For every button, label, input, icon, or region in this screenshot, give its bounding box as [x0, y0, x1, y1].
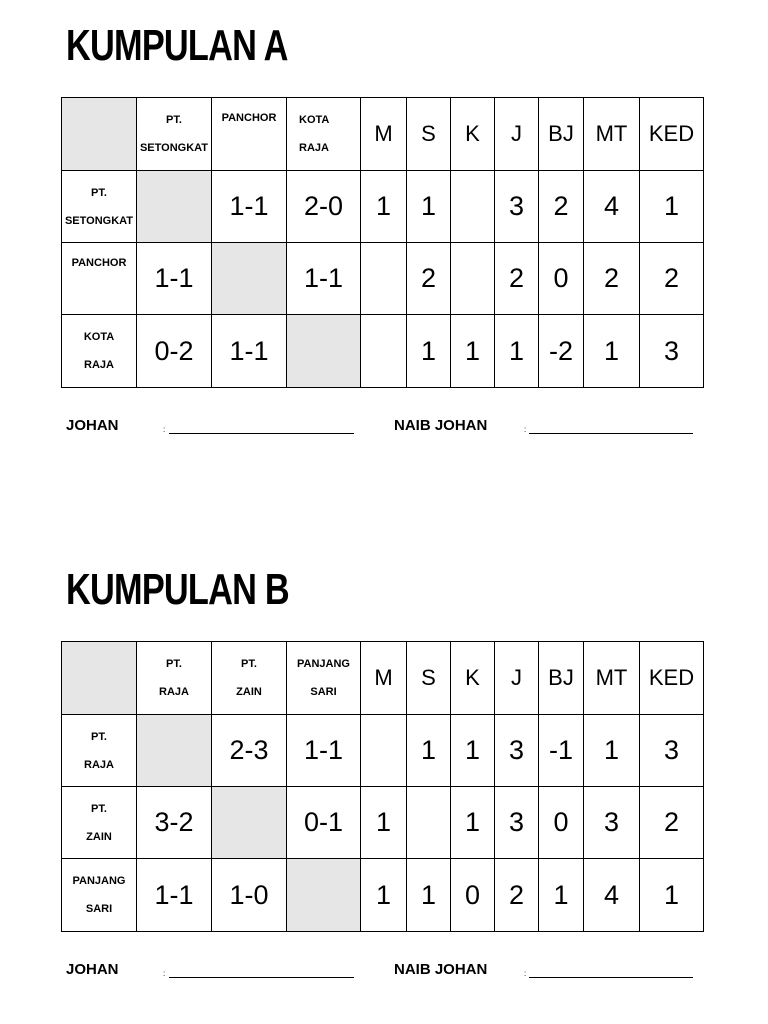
stat-cell: 1	[407, 315, 451, 388]
stat-cell: 4	[584, 859, 640, 932]
stat-cell: 1	[451, 315, 495, 388]
header-stat: MT	[584, 642, 640, 715]
score-cell	[287, 315, 361, 388]
row-team: PT. SETONGKAT	[62, 171, 137, 243]
stat-cell: 1	[640, 171, 704, 243]
row-team: PT. RAJA	[62, 715, 137, 787]
header-stat: BJ	[539, 642, 584, 715]
header-stat: J	[495, 642, 539, 715]
header-team: PANCHOR	[212, 98, 287, 171]
stat-cell: 3	[584, 787, 640, 859]
score-cell: 2-0	[287, 171, 361, 243]
corner-cell	[62, 98, 137, 171]
signature-block	[0, 961, 768, 981]
stat-cell: 0	[539, 243, 584, 315]
header-team: KOTA RAJA	[287, 98, 361, 171]
stat-cell: 1	[584, 715, 640, 787]
table-row	[62, 787, 704, 859]
header-stat: KED	[640, 642, 704, 715]
table-row	[62, 315, 704, 388]
score-cell	[212, 787, 287, 859]
header-stat: MT	[584, 98, 640, 171]
header-stat: K	[451, 98, 495, 171]
standings-table	[61, 97, 704, 388]
stat-cell: 0	[539, 787, 584, 859]
header-stat: KED	[640, 98, 704, 171]
header-stat: BJ	[539, 98, 584, 171]
runner-up-signature-line[interactable]	[529, 977, 693, 978]
score-cell: 1-1	[137, 859, 212, 932]
table-row	[62, 859, 704, 932]
table-row	[62, 171, 704, 243]
stat-cell: 1	[451, 715, 495, 787]
score-cell: 1-0	[212, 859, 287, 932]
stat-cell: 1	[361, 859, 407, 932]
score-cell: 1-1	[212, 315, 287, 388]
row-team: PANCHOR	[62, 243, 137, 315]
group-title: KUMPULAN A	[66, 21, 288, 70]
stat-cell: 2	[584, 243, 640, 315]
group-title: KUMPULAN B	[66, 565, 289, 614]
stat-cell: 1	[407, 715, 451, 787]
stat-cell	[361, 243, 407, 315]
score-cell: 1-1	[212, 171, 287, 243]
runner-up-colon: :	[524, 425, 527, 434]
score-cell: 0-2	[137, 315, 212, 388]
winner-signature-line[interactable]	[169, 433, 354, 434]
stat-cell: 2	[495, 243, 539, 315]
stat-cell: 0	[451, 859, 495, 932]
runner-up-label: NAIB JOHAN	[394, 417, 488, 434]
header-team: PT. RAJA	[137, 642, 212, 715]
score-cell: 2-3	[212, 715, 287, 787]
stat-cell: 1	[407, 859, 451, 932]
stat-cell: 1	[495, 315, 539, 388]
header-team: PT. SETONGKAT	[137, 98, 212, 171]
stat-cell: 4	[584, 171, 640, 243]
score-cell	[137, 171, 212, 243]
signature-block	[0, 417, 768, 437]
stat-cell	[451, 243, 495, 315]
stat-cell: 2	[539, 171, 584, 243]
stat-cell	[361, 315, 407, 388]
stat-cell: 1	[539, 859, 584, 932]
row-team: PANJANG SARI	[62, 859, 137, 932]
header-stat: S	[407, 642, 451, 715]
winner-signature-line[interactable]	[169, 977, 354, 978]
stat-cell: 2	[407, 243, 451, 315]
stat-cell: 1	[407, 171, 451, 243]
corner-cell	[62, 642, 137, 715]
stat-cell: 2	[495, 859, 539, 932]
header-row	[62, 642, 704, 715]
winner-colon: :	[163, 969, 166, 978]
stat-cell: -2	[539, 315, 584, 388]
stat-cell: 2	[640, 787, 704, 859]
stat-cell: 3	[495, 787, 539, 859]
stat-cell	[451, 171, 495, 243]
table-row	[62, 243, 704, 315]
stat-cell: 1	[361, 787, 407, 859]
stat-cell: 1	[451, 787, 495, 859]
stat-cell: -1	[539, 715, 584, 787]
runner-up-signature-line[interactable]	[529, 433, 693, 434]
header-stat: J	[495, 98, 539, 171]
score-cell: 1-1	[287, 243, 361, 315]
stat-cell: 1	[584, 315, 640, 388]
header-team: PT. ZAIN	[212, 642, 287, 715]
header-row	[62, 98, 704, 171]
score-cell: 0-1	[287, 787, 361, 859]
score-cell	[212, 243, 287, 315]
row-team: PT. ZAIN	[62, 787, 137, 859]
stat-cell: 3	[495, 715, 539, 787]
winner-label: JOHAN	[66, 961, 119, 978]
score-cell: 1-1	[137, 243, 212, 315]
runner-up-colon: :	[524, 969, 527, 978]
header-stat: M	[361, 642, 407, 715]
header-stat: M	[361, 98, 407, 171]
winner-colon: :	[163, 425, 166, 434]
header-team: PANJANG SARI	[287, 642, 361, 715]
stat-cell	[361, 715, 407, 787]
stat-cell: 1	[640, 859, 704, 932]
score-cell: 3-2	[137, 787, 212, 859]
header-stat: S	[407, 98, 451, 171]
stat-cell	[407, 787, 451, 859]
score-cell	[287, 859, 361, 932]
score-cell	[137, 715, 212, 787]
row-team: KOTA RAJA	[62, 315, 137, 388]
winner-label: JOHAN	[66, 417, 119, 434]
header-stat: K	[451, 642, 495, 715]
table-row	[62, 715, 704, 787]
stat-cell: 3	[495, 171, 539, 243]
runner-up-label: NAIB JOHAN	[394, 961, 488, 978]
standings-table	[61, 641, 704, 932]
stat-cell: 3	[640, 315, 704, 388]
stat-cell: 3	[640, 715, 704, 787]
score-cell: 1-1	[287, 715, 361, 787]
stat-cell: 2	[640, 243, 704, 315]
stat-cell: 1	[361, 171, 407, 243]
